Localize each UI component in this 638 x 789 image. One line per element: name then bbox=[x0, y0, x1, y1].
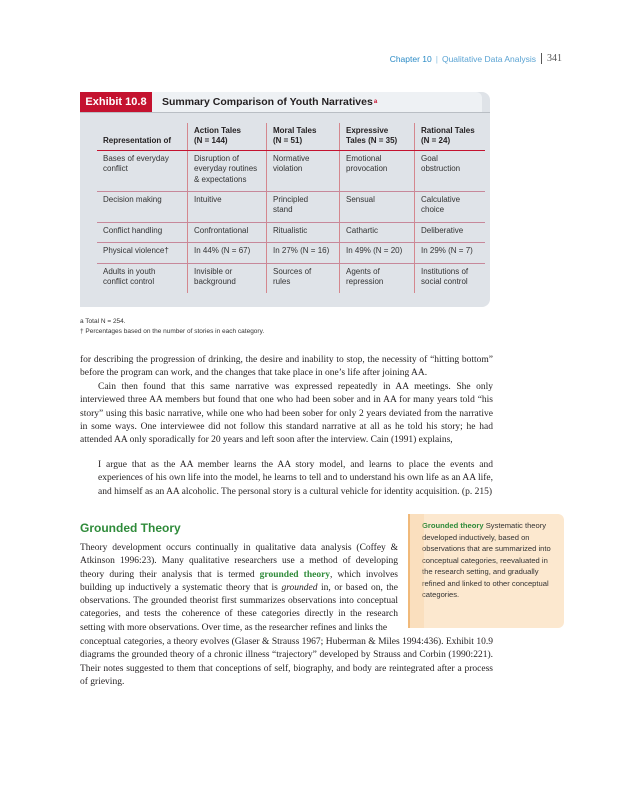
exhibit-footnotes bbox=[80, 317, 264, 338]
column-header: Moral Tales (N = 51) bbox=[267, 123, 340, 150]
body-paragraph: Theory development occurs continually in qualitative data analysis (Coffey & Atkinson 1996:23). Many qualitative researchers use a method of developing theory during their analysis that is termed grounded theory, which involves building up inductively a systematic theory that is grounded in, or based on, the observations. The grounded theorist first summarizes observations into conceptual categories, and tests the coherence of these categories directly in the research setting with more observations. Over time, as the researcher refines and links the bbox=[80, 543, 399, 633]
section-heading: Grounded Theory bbox=[80, 521, 181, 535]
table-cell: Invisible or background bbox=[188, 263, 267, 293]
table-cell: Intuitive bbox=[188, 191, 267, 222]
exhibit-title-marker: a bbox=[373, 99, 378, 105]
footnote: a Total N = 254. bbox=[80, 318, 126, 325]
table-cell: Deliberative bbox=[415, 222, 486, 242]
exhibit-title bbox=[152, 92, 482, 112]
chapter-label: Chapter 10 bbox=[389, 53, 432, 64]
column-header: Rational Tales (N = 24) bbox=[415, 123, 486, 150]
column-header: Expressive Tales (N = 35) bbox=[340, 123, 415, 150]
table-cell: Ritualistic bbox=[267, 222, 340, 242]
table-cell: Bases of everyday conflict bbox=[97, 150, 188, 191]
column-header: Action Tales (N = 144) bbox=[188, 123, 267, 150]
table-row bbox=[97, 150, 485, 191]
table-cell: Sensual bbox=[340, 191, 415, 222]
table-cell: Decision making bbox=[97, 191, 188, 222]
table-cell: Normative violation bbox=[267, 150, 340, 191]
glossary-definition: Systematic theory developed inductively, based on observations that are summarized into conceptual categories, reevaluated in the research setting, and gradually refined and linked to other conceptual categories. bbox=[422, 521, 551, 599]
key-term: grounded theory bbox=[259, 569, 331, 580]
body-paragraph: conceptual categories, a theory evolves (Glaser & Strauss 1967; Huberman & Miles 1994:436). Exhibit 10.9 diagrams the grounded theory of a chronic illness “trajectory” developed by Strauss and Corbin (1990:221). Their notes suggested to them that conceptions of self, biography, and body are reintegrated after a process of grieving. bbox=[80, 637, 493, 687]
table-cell: Disruption of everyday routines & expectations bbox=[188, 150, 267, 191]
chapter-title: Qualitative Data Analysis bbox=[441, 53, 536, 64]
table-cell: In 44% (N = 67) bbox=[188, 243, 267, 263]
table-cell: In 49% (N = 20) bbox=[340, 243, 415, 263]
table-cell: Principled stand bbox=[267, 191, 340, 222]
table-cell: Adults in youth conflict control bbox=[97, 263, 188, 293]
exhibit-title-text: Summary Comparison of Youth Narratives bbox=[162, 96, 373, 108]
glossary-term: Grounded theory bbox=[422, 521, 484, 530]
table-cell: Confrontational bbox=[188, 222, 267, 242]
table-row bbox=[97, 243, 485, 263]
block-quote: I argue that as the AA member learns the AA story model, and learns to place the events and experiences of his own life into the model, he learns to tell and to understand his own life as an AA life, and himself as an AA alcoholic. The personal story is a cultural vehicle for identity acquisition. (p. 215) bbox=[98, 460, 493, 497]
column-header: Representation of bbox=[97, 123, 188, 150]
table-row bbox=[97, 191, 485, 222]
page-number: 341 bbox=[541, 53, 562, 64]
exhibit-box bbox=[80, 92, 490, 307]
table-cell: Calculative choice bbox=[415, 191, 486, 222]
body-paragraph: for describing the progression of drinking, the desire and inability to stop, the necessity of “hitting bottom” before the program can work, and the changes that take place in one’s life after joining AA. bbox=[80, 355, 493, 379]
body-paragraph: Cain then found that this same narrative was expressed repeatedly in AA meetings. She only interviewed three AA members but found that one who had been sober and in AA for many years told “his story” using this basic narrative, while one who had been sober for only 2 years deviated from the narrative in some ways. One interviewee did not follow this standard narrative at all as he told his story; he had attended AA only sporadically for 20 years and left soon after the interview. Cain (1991) explains, bbox=[80, 382, 493, 446]
table-row bbox=[97, 222, 485, 242]
table-cell: Agents of repression bbox=[340, 263, 415, 293]
exhibit-body bbox=[80, 112, 490, 308]
table-cell: In 27% (N = 16) bbox=[267, 243, 340, 263]
table-cell: Conflict handling bbox=[97, 222, 188, 242]
table-cell: Cathartic bbox=[340, 222, 415, 242]
table-header-row bbox=[97, 123, 485, 150]
table-cell: Goal obstruction bbox=[415, 150, 486, 191]
narratives-table bbox=[97, 123, 485, 293]
table-cell: Physical violence† bbox=[97, 243, 188, 263]
running-header bbox=[390, 53, 562, 64]
exhibit-label: Exhibit 10.8 bbox=[80, 92, 152, 112]
table-cell: Sources of rules bbox=[267, 263, 340, 293]
table-row bbox=[97, 263, 485, 293]
table-cell: In 29% (N = 7) bbox=[415, 243, 486, 263]
table-cell: Institutions of social control bbox=[415, 263, 486, 293]
header-separator: | bbox=[435, 53, 438, 64]
glossary-sidebar bbox=[408, 514, 564, 628]
table-cell: Emotional provocation bbox=[340, 150, 415, 191]
footnote: † Percentages based on the number of stories in each category. bbox=[80, 328, 265, 336]
